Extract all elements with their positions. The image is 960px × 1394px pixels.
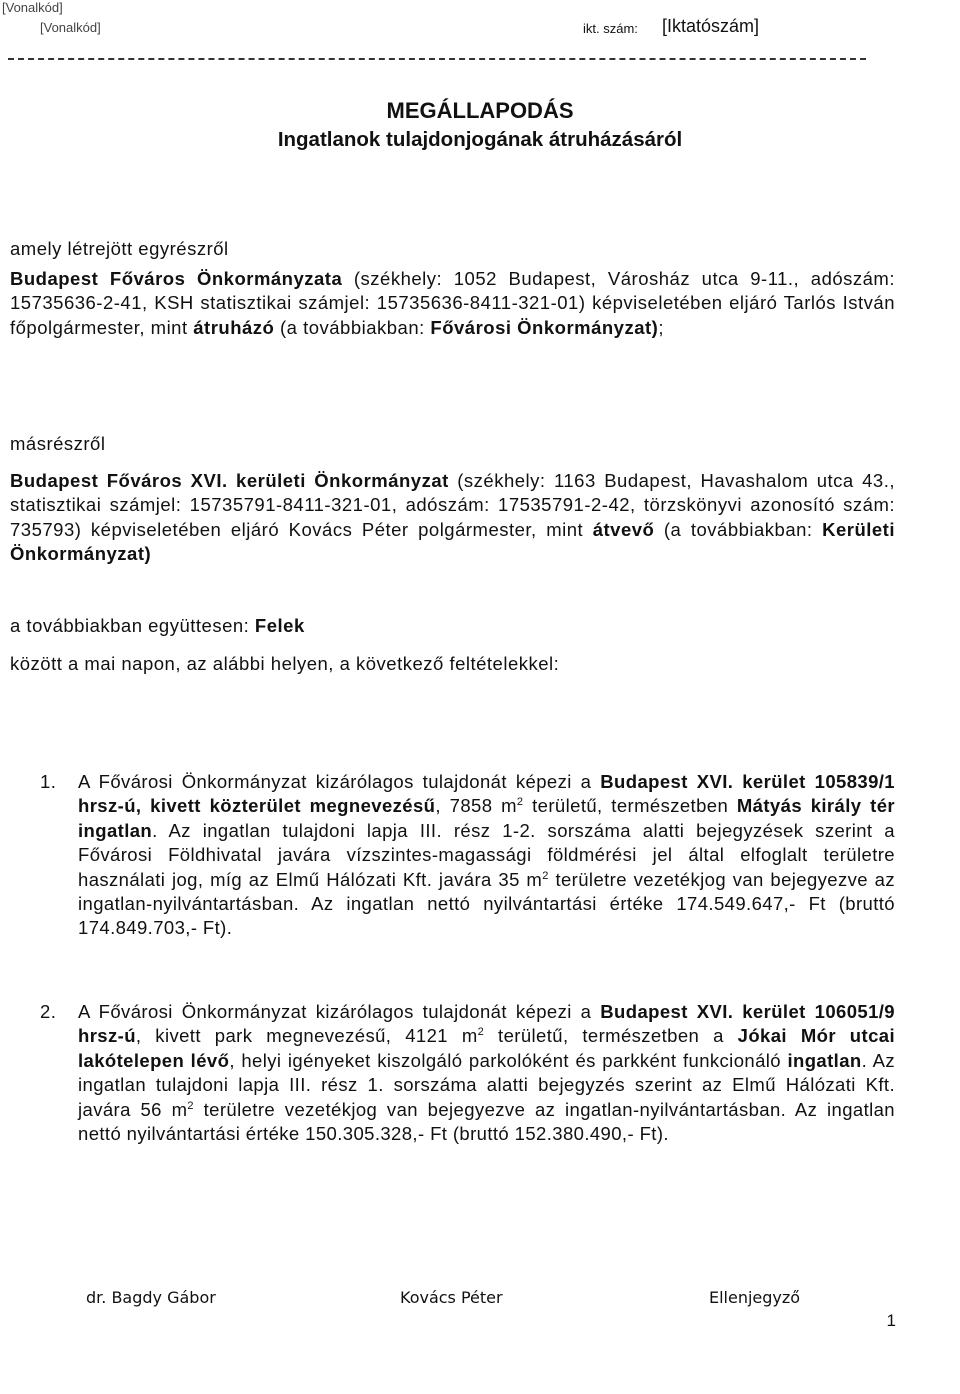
- ikt-label: ikt. szám:: [583, 21, 638, 36]
- superscript: 2: [187, 1099, 194, 1112]
- item-text-part: , 7858 m: [435, 795, 517, 817]
- item-text: [78, 770, 895, 941]
- party1-end: ;: [658, 316, 664, 338]
- party2-details: (székhely: 1163 Budapest, Havashalom utca 43., statisztikai számjel: 15735791-8411-321-01, adószám: 17535791-2-42, törzskönyvi azonosító szám: 735793) képviseletében eljáró Kovács Péter polgármester, mint: [10, 470, 895, 540]
- barcode-placeholder-top: [Vonalkód]: [2, 0, 63, 15]
- item-bold-part: ingatlan: [787, 1049, 862, 1071]
- together-paragraph: [10, 614, 895, 638]
- between-text: között a mai napon, az alábbi helyen, a következő feltételekkel:: [10, 653, 560, 674]
- intro-text: amely létrejött egyrészről: [10, 238, 229, 259]
- item-bold-part: Budapest XVI. kerület 106051/9 hrsz-ú: [78, 1001, 895, 1047]
- item-bold-part: Budapest XVI. kerület 105839/1 hrsz-ú, kivett közterület megnevezésű: [78, 771, 895, 817]
- party2-short-name: Kerületi Önkormányzat): [10, 518, 895, 564]
- other-side-text: másrészről: [10, 433, 106, 454]
- party2-role: átvevő: [592, 518, 655, 540]
- party1-short-name: Fővárosi Önkormányzat): [430, 316, 659, 338]
- item-text-part: A Fővárosi Önkormányzat kizárólagos tulajdonát képezi a: [78, 771, 601, 792]
- ikt-value: [Iktatószám]: [662, 16, 760, 36]
- item-text-part: , kivett park megnevezésű, 4121 m: [135, 1025, 478, 1047]
- item-text-part: A Fővárosi Önkormányzat kizárólagos tulajdonát képezi a: [78, 1001, 601, 1022]
- item-text-part: . Az ingatlan tulajdoni lapja III. rész 1. sorszáma alatti bejegyzés szerint az Elmű Hálózati Kft. javára 56 m: [78, 1049, 896, 1120]
- header-divider: [8, 58, 866, 60]
- signature-mayor: Kovács Péter: [400, 1288, 503, 1307]
- superscript: 2: [542, 869, 549, 882]
- item-bold-part: Jókai Mór utcai lakótelepen lévő: [78, 1025, 895, 1071]
- item-text-part: . Az ingatlan tulajdoni lapja III. rész 1-2. sorszáma alatti bejegyzések szerint a Fővárosi Földhivatal javára vízszintes-magassági földmérési jel által elfoglalt területre használati jog, míg az Elmű Hálózati Kft. javára 35 m: [78, 819, 895, 890]
- party2-role-suffix: (a továbbiakban:: [654, 518, 823, 540]
- party1-paragraph: [10, 267, 895, 340]
- document-title: MEGÁLLAPODÁS: [386, 98, 574, 123]
- item-number: 1.: [40, 771, 57, 792]
- superscript: 2: [516, 796, 524, 809]
- signature-mayor-general: dr. Bagdy Gábor: [86, 1288, 216, 1307]
- party2-paragraph: [10, 469, 895, 566]
- item-text-part: területű, természetben a: [484, 1025, 738, 1047]
- item-number: 2.: [40, 1001, 57, 1022]
- party1-name: Budapest Főváros Önkormányzata: [10, 268, 343, 289]
- barcode-placeholder: [Vonalkód]: [40, 20, 101, 35]
- party2-name: Budapest Főváros XVI. kerületi Önkormányzat: [10, 470, 449, 491]
- item-text-part: területre vezetékjog van bejegyezve az ingatlan-nyilvántartásban. Az ingatlan nettó nyilvántartási értéke 150.305.328,- Ft (bruttó 152.380.490,- Ft).: [78, 1098, 895, 1145]
- party1-role-suffix: (a továbbiakban:: [274, 316, 431, 338]
- item-text-part: területű, természetben: [523, 795, 737, 817]
- party1-details: (székhely: 1052 Budapest, Városház utca 9-11., adószám: 15735636-2-41, KSH statisztikai számjel: 15735636-8411-321-01) képviseletében eljáró Tarlós István főpolgármester, mint: [10, 268, 895, 338]
- together-prefix: a továbbiakban együttesen:: [10, 615, 255, 636]
- item-bold-part: Mátyás király tér ingatlan: [78, 795, 895, 841]
- party1-role: átruházó: [193, 316, 275, 338]
- item-text-part: , helyi igényeket kiszolgáló parkolóként és parkként funkcionáló: [229, 1049, 788, 1071]
- signature-countersign: Ellenjegyző: [709, 1288, 801, 1307]
- item-text-part: területre vezetékjog van bejegyezve az ingatlan-nyilvántartásban. Az ingatlan nettó nyilvántartási értéke 174.549.647,- Ft (bruttó 174.849.703,- Ft).: [78, 868, 895, 939]
- document-subtitle: Ingatlanok tulajdonjogának átruházásáról: [277, 128, 683, 151]
- together-name: Felek: [254, 615, 305, 636]
- item-text: [78, 1000, 895, 1146]
- page-number: 1: [886, 1311, 896, 1330]
- superscript: 2: [477, 1026, 485, 1039]
